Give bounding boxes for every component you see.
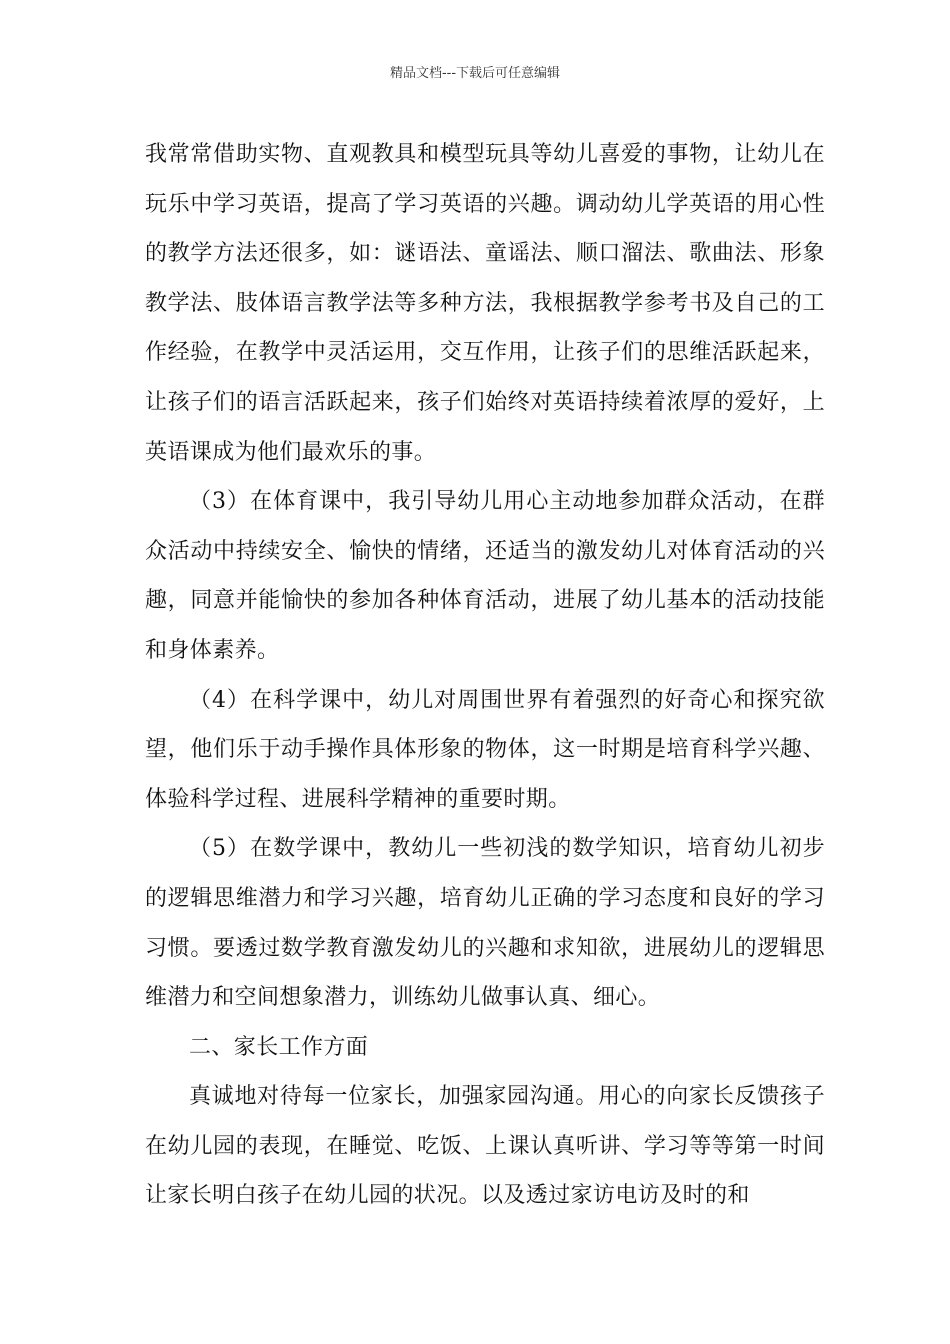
- paragraph-pe-class: （3）在体育课中，我引导幼儿用心主动地参加群众活动，在群众活动中持续安全、愉快的情绪，还适当的激发幼儿对体育活动的兴趣，同意并能愉快的参加各种体育活动，进展了幼儿基本的活动技能和身体素养。: [145, 489, 825, 663]
- section-heading-parent-work: 二、家长工作方面: [189, 1034, 369, 1060]
- paragraph-parent-communication: 真诚地对待每一位家长，加强家园沟通。用心的向家长反馈孩子在幼儿园的表现，在睡觉、吃饭、上课认真听讲、学习等等第一时间让家长明白孩子在幼儿园的状况。以及透过家访电访及时的和: [145, 1084, 825, 1209]
- document-body: [145, 130, 825, 1221]
- paragraph-science-class: （4）在科学课中，幼儿对周围世界有着强烈的好奇心和探究欲望，他们乐于动手操作具体形象的物体，这一时期是培育科学兴趣、体验科学过程、进展科学精神的重要时期。: [145, 687, 825, 812]
- paragraph-english-methods: 我常常借助实物、直观教具和模型玩具等幼儿喜爱的事物，让幼儿在玩乐中学习英语，提高了学习英语的兴趣。调动幼儿学英语的用心性的教学方法还很多，如：谜语法、童谣法、顺口溜法、歌曲法、形象教学法、肢体语言教学法等多种方法，我根据教学参考书及自己的工作经验，在教学中灵活运用，交互作用，让孩子们的思维活跃起来，让孩子们的语言活跃起来，孩子们始终对英语持续着浓厚的爱好，上英语课成为他们最欢乐的事。: [145, 142, 825, 465]
- page-header: 精品文档---下载后可任意编辑: [389, 66, 561, 81]
- paragraph-math-class: （5）在数学课中，教幼儿一些初浅的数学知识，培育幼儿初步的逻辑思维潜力和学习兴趣，培育幼儿正确的学习态度和良好的学习习惯。要透过数学教育激发幼儿的兴趣和求知欲，进展幼儿的逻辑思维潜力和空间想象潜力，训练幼儿做事认真、细心。: [145, 836, 825, 1011]
